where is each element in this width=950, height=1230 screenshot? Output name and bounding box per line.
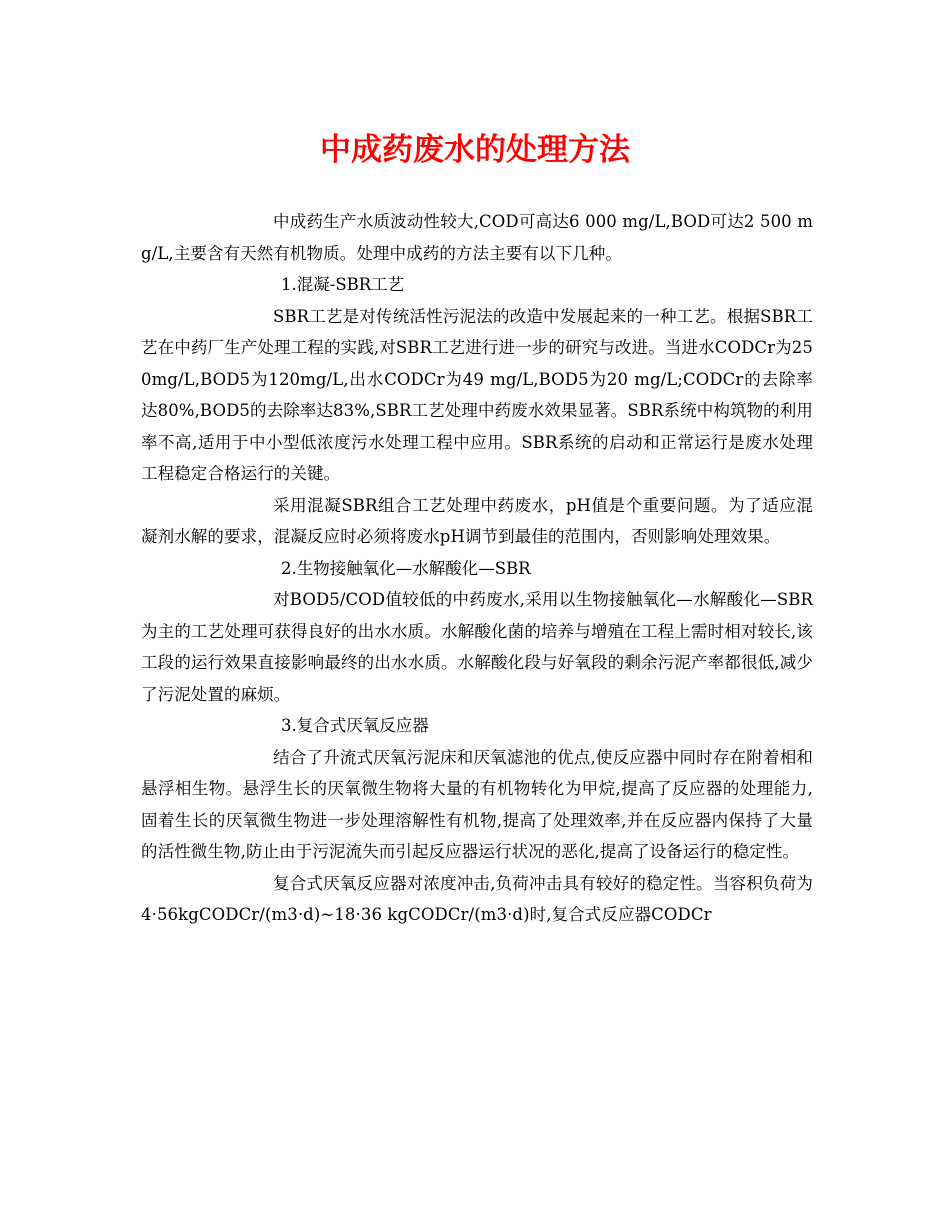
section-heading-2: 2.生物接触氧化—水解酸化—SBR xyxy=(281,558,531,578)
paragraph-intro: 中成药生产水质波动性较大,COD可高达6 000 mg/L,BOD可达2 500 mg/L,主要含有天然有机物质。处理中成药的方法主要有以下几种。 xyxy=(141,212,813,263)
paragraph-hybrid-reactor: 结合了升流式厌氧污泥床和厌氧滤池的优点,使反应器中同时存在附着相和悬浮相生物。悬浮生长的厌氧微生物将大量的有机物转化为甲烷,提高了反应器的处理能力,固着生长的厌氧微生物进一步处理溶解性有机物,提高了处理效率,并在反应器内保持了大量的活性微生物,防止由于污泥流失而引起反应器运行状况的恶化,提高了设备运行的稳定性。 xyxy=(141,747,813,861)
document-body xyxy=(141,206,813,931)
section-heading-3: 3.复合式厌氧反应器 xyxy=(281,716,429,735)
paragraph-contact-oxidation: 对BOD5/COD值较低的中药废水,采用以生物接触氧化—水解酸化—SBR为主的工艺处理可获得良好的出水水质。水解酸化菌的培养与增殖在工程上需时相对较长,该工段的运行效果直接影响最终的出水水质。水解酸化段与好氧段的剩余污泥产率都很低,减少了污泥处置的麻烦。 xyxy=(141,590,813,704)
paragraph-hybrid-stability: 复合式厌氧反应器对浓度冲击,负荷冲击具有较好的稳定性。当容积负荷为4·56kgCODCr/(m3·d)~18·36 kgCODCr/(m3·d)时,复合式反应器CODCr xyxy=(141,873,813,924)
paragraph-coagulation-ph: 采用混凝SBR组合工艺处理中药废水，pH值是个重要问题。为了适应混凝剂水解的要求，混凝反应时必须将废水pH调节到最佳的范围内，否则影响处理效果。 xyxy=(141,495,813,546)
paragraph-sbr-process: SBR工艺是对传统活性污泥法的改造中发展起来的一种工艺。根据SBR工艺在中药厂生产处理工程的实践,对SBR工艺进行进一步的研究与改进。当进水CODCr为250mg/L,BOD5为120mg/L,出水CODCr为49 mg/L,BOD5为20 mg/L;CODCr的去除率达80%,BOD5的去除率达83%,SBR工艺处理中药废水效果显著。SBR系统中构筑物的利用率不高,适用于中小型低浓度污水处理工程中应用。SBR系统的启动和正常运行是废水处理工程稳定合格运行的关键。 xyxy=(141,306,813,483)
section-heading-1: 1.混凝-SBR工艺 xyxy=(281,275,405,294)
page-title: 中成药废水的处理方法 xyxy=(320,132,630,168)
